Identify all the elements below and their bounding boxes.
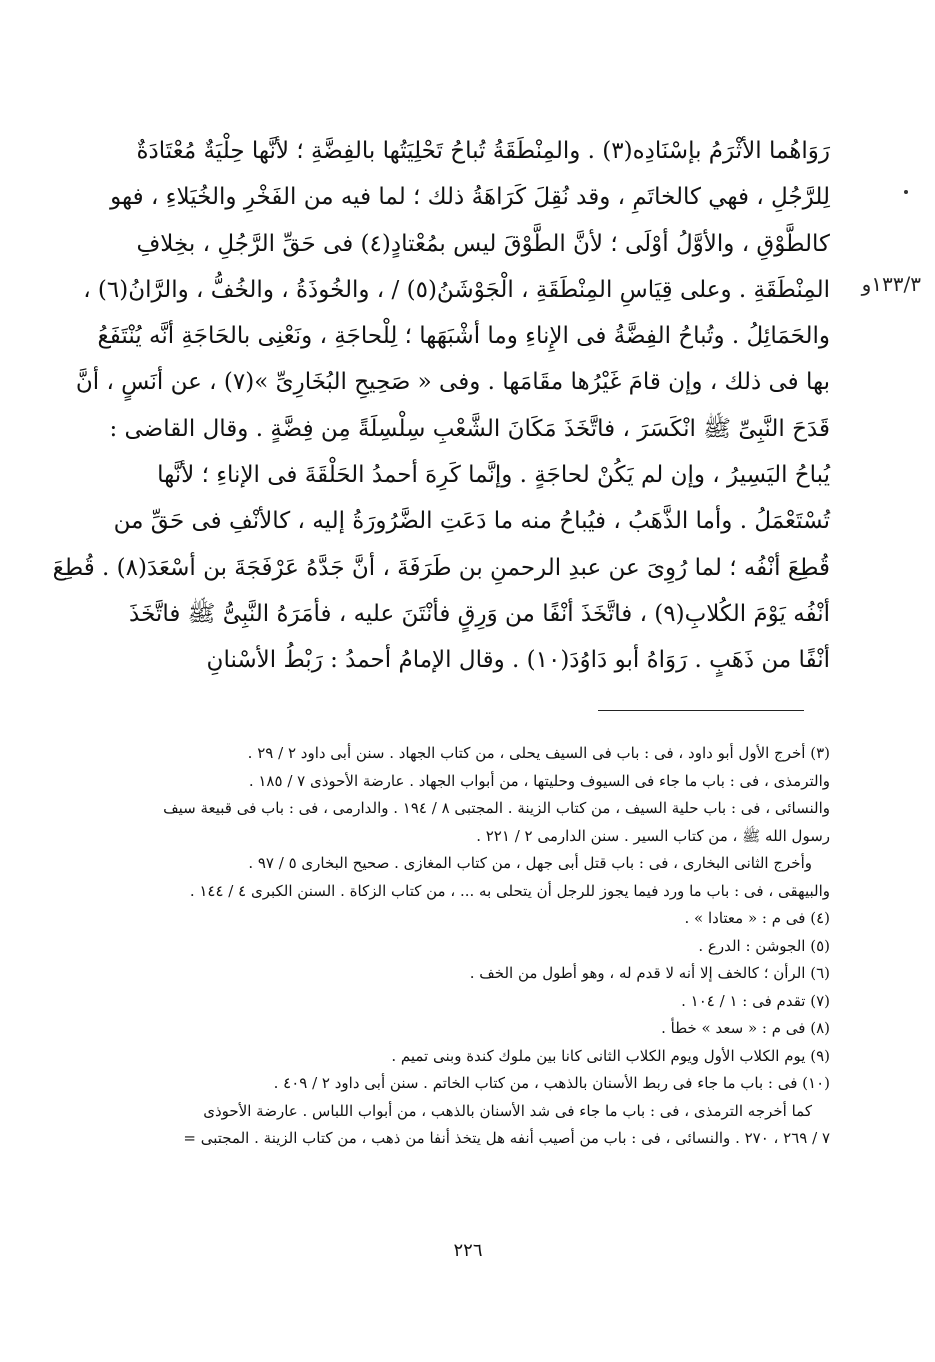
- main-text-line: كالطَّوْقِ ، والأوَّلُ أوْلَى ؛ لأنَّ الطَّوْقَ ليس بمُعْتادٍ(٤) فى حَقِّ الرَّجُلِ ، بخِلافِ: [136, 230, 830, 257]
- footnote-line: كما أخرجه الترمذى ، فى : باب ما جاء فى شد الأسنان بالذهب ، من أبواب اللباس . عارضة الأحوذى: [203, 1101, 812, 1120]
- main-text-line: تُسْتَعْمَلُ . وأما الذَّهَبُ ، فيُباحُ منه ما دَعَتِ الضَّرُورَةُ إليه ، كالأنْفِ فى حَقِّ من: [113, 508, 830, 535]
- footnote-line: رسول الله ﷺ ، من كتاب السير . سنن الدارمى ٢ / ٢٢١ .: [476, 826, 830, 845]
- main-text-line: لِلرَّجُلِ ، فهي كالخاتَمِ ، وقد نُقِلَ كَرَاهَةُ ذلك ؛ لما فيه من الفَخْرِ والخُيَلاءِ ، فهو: [110, 184, 830, 211]
- footnote-line: والترمذى ، فى : باب ما جاء فى السيوف وحليتها ، من أبواب الجهاد . عارضة الأحوذى ٧ / ١٨٥ .: [248, 771, 830, 790]
- manuscript-folio-reference: ١٣٣/٣و: [861, 272, 921, 296]
- main-text-line: أنْفُه يَوْمَ الكُلابِ(٩) ، فاتَّخَذَ أنْفًا من وَرِقٍ فأنْتَنَ عليه ، فأمَرَهُ النَّبِىُّ ﷺ فاتَّخَذَ: [129, 600, 830, 627]
- footnote-line: (٦) الرأن ؛ كالخف إلا أنه لا قدم له ، وهو أطول من الخف .: [469, 964, 830, 982]
- footnote-separator: [598, 710, 804, 711]
- footnote-line: (٧) تقدم فى : ١ / ١٠٤ .: [681, 991, 830, 1010]
- footnote-line: (٤) فى م : « معتادا » .: [684, 909, 830, 927]
- main-text-line: أنْفًا من ذَهَبٍ . رَوَاهُ أبو دَاوُدَ(١٠) . وقال الإمامُ أحمدُ : رَبْطُ الأسْنانِ: [206, 647, 830, 674]
- page-number: ٢٢٦: [453, 1240, 483, 1261]
- footnote-line: (٨) فى م : « سعد » خطأ .: [661, 1019, 830, 1037]
- main-text-line: والحَمَائِلُ . وتُباحُ الفِضَّةُ فى الإِناءِ وما أشْبَهَها ؛ لِلْحاجَةِ ، ونَعْنِى بالحَاجَةِ أنَّه يُنْتَفَعُ: [97, 323, 830, 350]
- footnotes-section: [130, 740, 830, 1153]
- footnote-line: (٣) أخرج الأول أبو داود ، فى : باب فى السيف يحلى ، من كتاب الجهاد . سنن أبى داود ٢ / ٢٩ .: [247, 744, 830, 762]
- margin-dot-mark: [904, 190, 908, 194]
- footnote-line: (٩) يوم الكلاب الأول ويوم الكلاب الثانى كانا بين ملوك كندة وبنى تميم .: [391, 1046, 830, 1065]
- footnote-line: والنسائى ، فى : باب حلية السيف ، من كتاب الزينة . المجتبى ٨ / ١٩٤ . والدارمى ، فى : باب فى قبيعة سيف: [163, 799, 830, 817]
- footnote-line: ٧ / ٢٦٩ ، ٢٧٠ . والنسائى ، فى : باب من أصيب أنفه هل يتخذ أنفا من ذهب ، من كتاب الزينة . المجتبى =: [183, 1129, 830, 1147]
- main-text-line: بها فى ذلك ، وإن قامَ غَيْرُها مقَامَها . وفى « صَحِيحِ البُخَارِىِّ »(٧) ، عن أنَسٍ ، أنَّ: [75, 369, 830, 396]
- footnote-line: (١٠) فى : باب ما جاء فى ربط الأسنان بالذهب ، من كتاب الخاتم . سنن أبى داود ٢ / ٤٠٩ .: [273, 1074, 830, 1092]
- footnote-line: وأخرج الثانى البخارى ، فى : باب قتل أبى جهل ، من كتاب المغازى . صحيح البخارى ٥ / ٩٧ .: [248, 854, 812, 872]
- main-text-line: المِنْطَقَةِ . وعلى قِيَاسِ المِنْطَقَةِ ، الْجَوْشَنُ(٥) / ، والخُوذَةُ ، والخُفُّ ، والرَّانُ(٦) ،: [83, 276, 830, 303]
- footnote-line: والبيهقى ، فى : باب ما ورد فيما يجوز للرجل أن يتحلى به ... ، من كتاب الزكاة . السنن الكبرى ٤ / ١٤٤ .: [189, 881, 830, 900]
- main-text-line: قُطِعَ أنْفُه ؛ لما رُوِىَ عن عبدِ الرحمنِ بن طَرَفَةَ ، أنَّ جَدَّهُ عَرْفَجَةَ بن أسْعَدَ(٨) . قُطِعَ: [52, 554, 830, 581]
- main-text-body: [52, 128, 830, 684]
- footnote-line: (٥) الجوشن : الدرع .: [698, 936, 830, 955]
- main-text-line: يُباحُ اليَسِيرُ ، وإن لم يَكُنْ لحاجَةٍ . وإنَّما كَرِهَ أحمدُ الحَلْقَةَ فى الإناءِ ؛ لأنَّها: [157, 462, 830, 489]
- main-text-line: قَدَحَ النَّبِىِّ ﷺ انْكَسَرَ ، فاتَّخَذَ مَكَانَ الشَّعْبِ سِلْسِلَةً مِن فِضَّةٍ . وقال القاضى :: [109, 415, 830, 442]
- main-text-line: رَوَاهُما الأثْرَمُ بإسْنَادِه(٣) . والمِنْطَقَةُ تُباحُ تَحْلِيَتُها بالفِضَّةِ ؛ لأنَّها حِلْيَةٌ مُعْتَادَةٌ: [136, 138, 830, 164]
